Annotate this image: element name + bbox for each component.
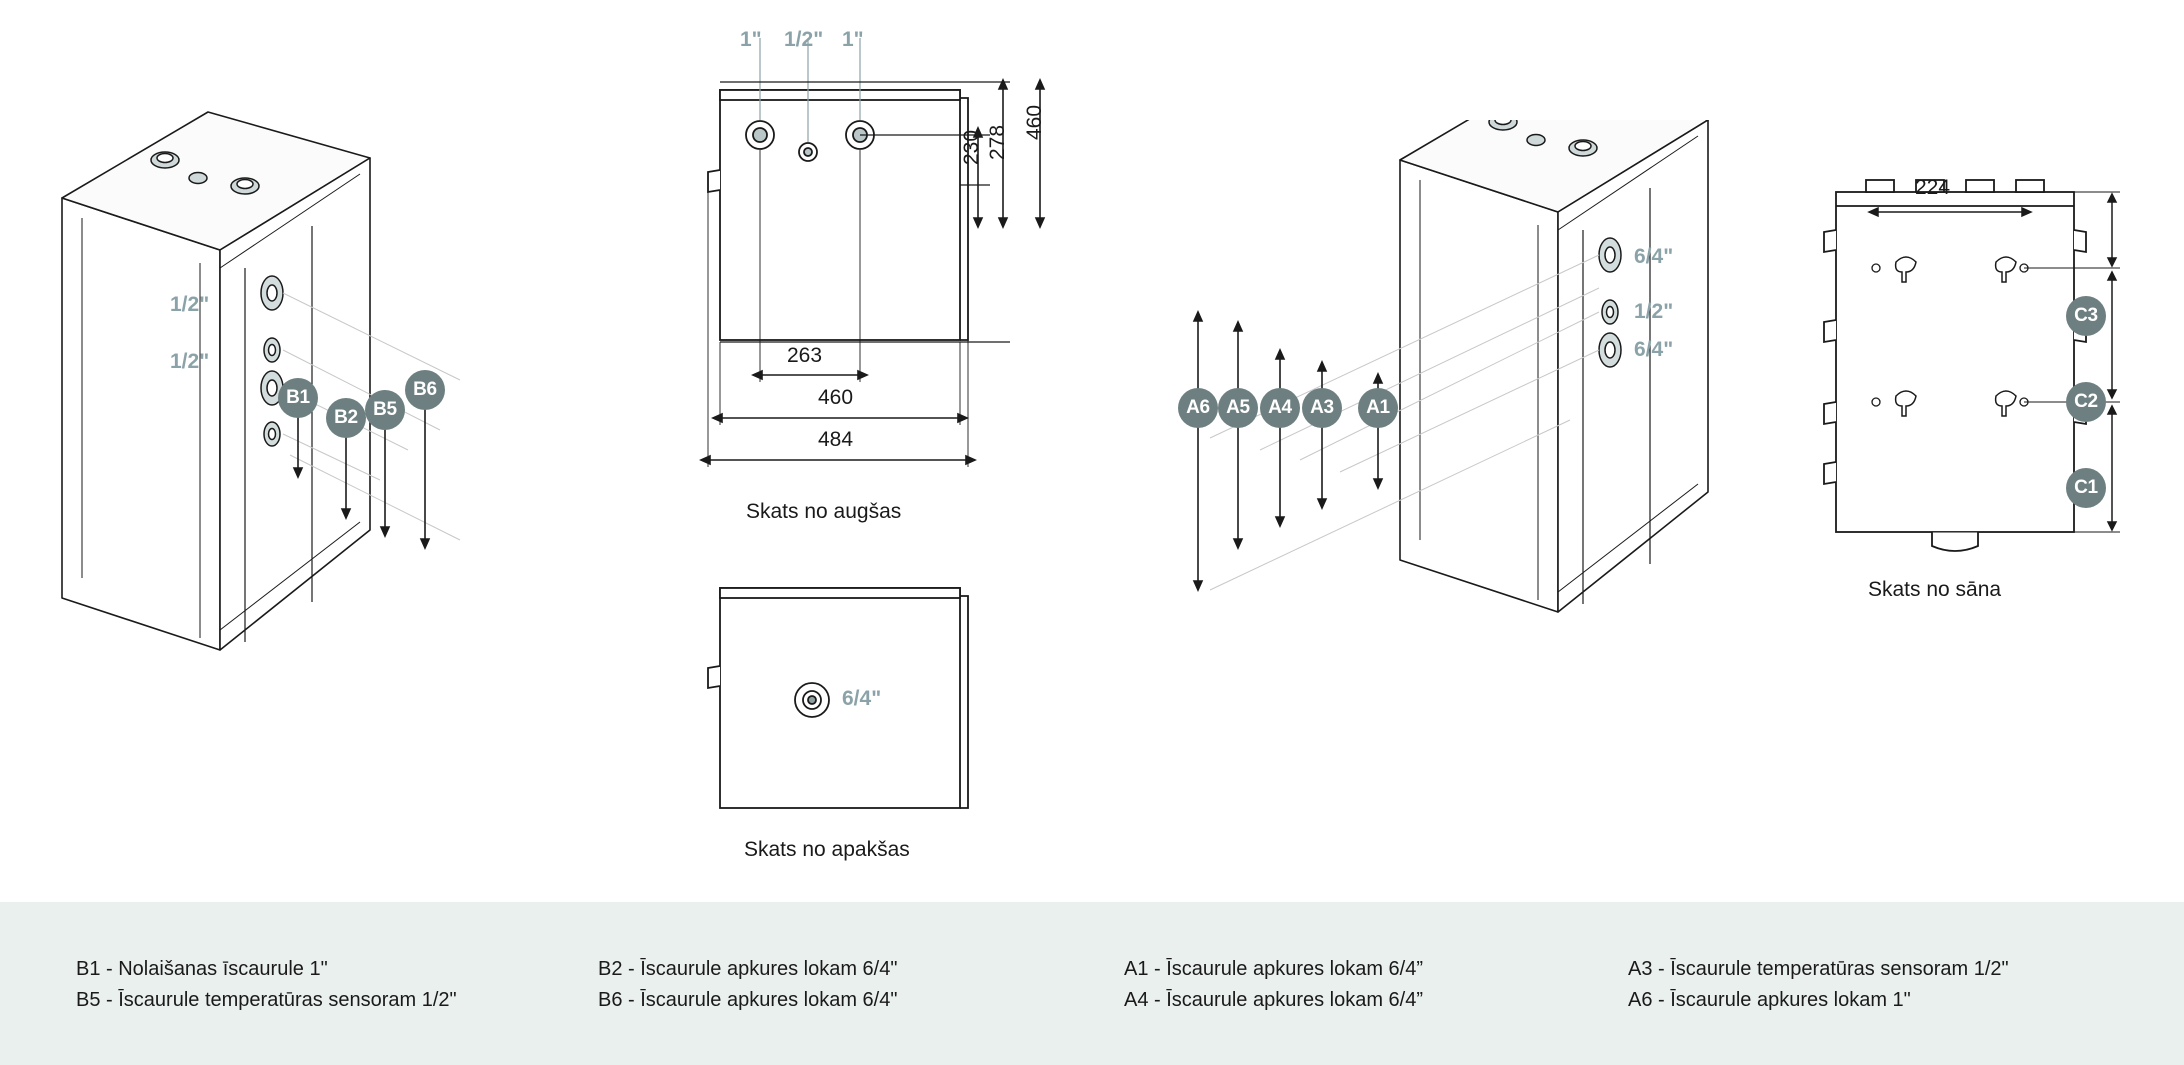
legend-line-b5: B5 - Īscaurule temperatūras sensoram 1/2" [76, 989, 457, 1011]
bubble-a3[interactable]: A3 [1302, 388, 1342, 428]
bubble-a6[interactable]: A6 [1178, 388, 1218, 428]
top-dim-460-horizontal: 460 [818, 386, 854, 409]
bottom-view-caption: Skats no apakšas [744, 838, 910, 861]
iso-right-port-label-2: 1/2" [1634, 300, 1674, 323]
top-dim-484: 484 [818, 428, 854, 451]
iso-right-port-label-3: 6/4" [1634, 338, 1674, 361]
top-port-label-3: 1" [842, 28, 864, 51]
bubble-c2[interactable]: C2 [2066, 382, 2106, 422]
bubble-c1[interactable]: C1 [2066, 468, 2106, 508]
legend-line-b2: B2 - Īscaurule apkures lokam 6/4" [598, 958, 898, 980]
iso-right-port-label-1: 6/4" [1634, 245, 1674, 268]
bubble-c3[interactable]: C3 [2066, 296, 2106, 336]
side-dim-224: 224 [1915, 176, 1951, 199]
legend-column-3 [1124, 954, 1423, 1016]
view-isometric-left [40, 50, 680, 710]
top-view-drawing [690, 20, 1130, 530]
top-dim-278: 278 [986, 124, 1009, 160]
iso-left-port-label-1: 1/2" [170, 293, 210, 316]
iso-left-port-label-2: 1/2" [170, 350, 210, 373]
legend-line-a4: A4 - Īscaurule apkures lokam 6/4” [1124, 989, 1424, 1011]
isometric-left-drawing [40, 50, 680, 710]
top-dim-263: 263 [787, 344, 823, 367]
bubble-a4[interactable]: A4 [1260, 388, 1300, 428]
top-port-label-2: 1/2" [784, 28, 824, 51]
legend-line-b6: B6 - Īscaurule apkures lokam 6/4" [598, 989, 898, 1011]
isometric-right-drawing [1140, 120, 1820, 760]
top-port-label-1: 1" [740, 28, 762, 51]
legend-column-2 [598, 954, 897, 1016]
top-dim-230: 230 [960, 129, 983, 165]
legend-line-b1: B1 - Nolaišanas īscaurule 1" [76, 958, 328, 980]
legend-line-a3: A3 - Īscaurule temperatūras sensoram 1/2" [1628, 958, 2009, 980]
legend-line-a6: A6 - Īscaurule apkures lokam 1" [1628, 989, 1911, 1011]
bottom-port-label: 6/4" [842, 687, 882, 710]
legend-column-1 [76, 954, 457, 1016]
bubble-b6[interactable]: B6 [405, 370, 445, 410]
side-view-caption: Skats no sāna [1868, 578, 2002, 601]
bubble-a5[interactable]: A5 [1218, 388, 1258, 428]
top-view-caption: Skats no augšas [746, 500, 902, 523]
legend-column-4 [1628, 954, 2009, 1016]
legend-panel [0, 902, 2184, 1065]
legend-line-a1: A1 - Īscaurule apkures lokam 6/4” [1124, 958, 1424, 980]
top-dim-460-vertical: 460 [1023, 104, 1046, 140]
view-bottom [690, 570, 1050, 880]
bubble-b1[interactable]: B1 [278, 378, 318, 418]
side-view-drawing [1800, 150, 2160, 620]
bubble-a1[interactable]: A1 [1358, 388, 1398, 428]
view-top [690, 20, 1130, 530]
bottom-view-drawing [690, 570, 1050, 880]
bubble-b2[interactable]: B2 [326, 398, 366, 438]
view-isometric-right [1140, 120, 1820, 760]
view-side [1800, 150, 2160, 620]
bubble-b5[interactable]: B5 [365, 390, 405, 430]
